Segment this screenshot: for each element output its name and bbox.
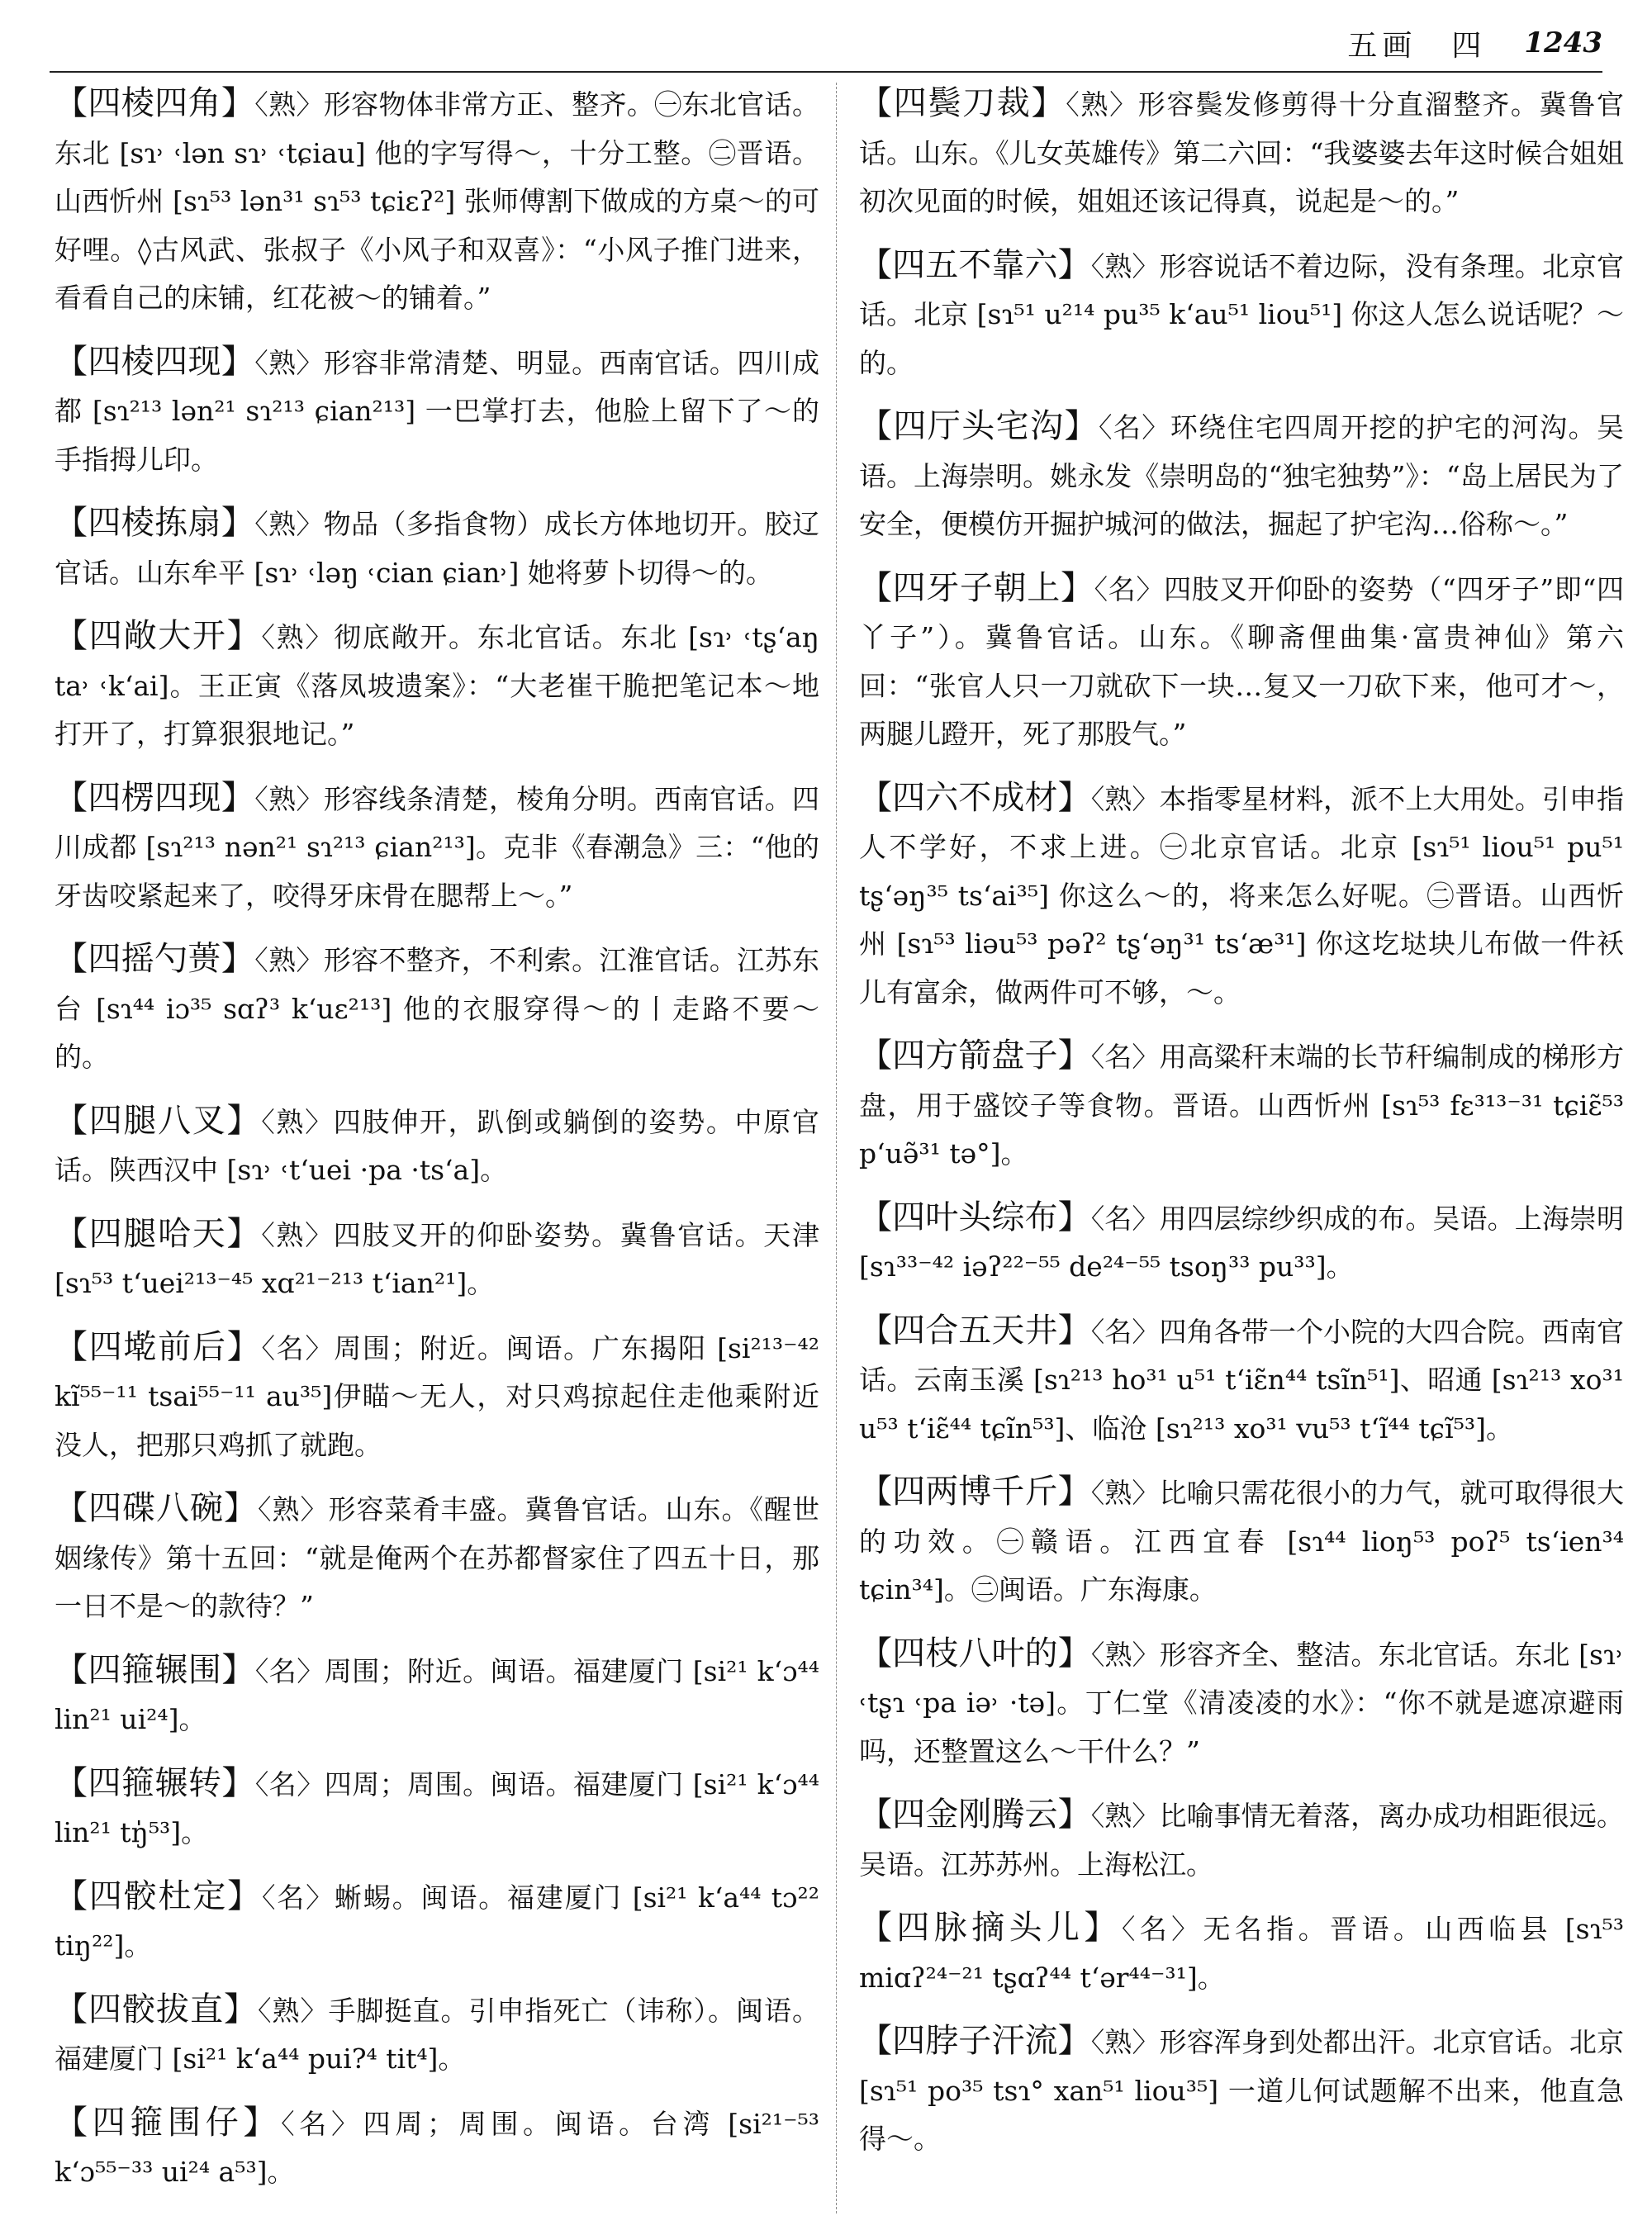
headword: 【四腿哈天】 xyxy=(55,1214,262,1253)
column-divider xyxy=(836,83,837,2213)
dictionary-entry xyxy=(55,1210,819,1308)
definition: 〈名〉四周；周围。闽语。台湾 [si²¹⁻⁵³ k‘ɔ⁵⁵⁻³³ ui²⁴ a⁵³]。 xyxy=(55,2107,819,2188)
dictionary-entry xyxy=(55,1097,819,1195)
dictionary-entry xyxy=(859,1032,1624,1179)
definition: 〈名〉用高粱秆末端的长节秆编制成的梯形方盘，用于盛饺子等食物。晋语。山西忻州 [sɿ⁵³ fɛ³¹³⁻³¹ tɕiɛ̃⁵³ p‘uə̃³¹ tə°]。 xyxy=(859,1041,1625,1170)
dictionary-entry xyxy=(859,1904,1624,2002)
dictionary-entry xyxy=(55,79,819,323)
headword: 【四棱拣扇】 xyxy=(55,504,255,542)
headword: 【四金刚腾云】 xyxy=(859,1796,1091,1834)
dictionary-entry xyxy=(859,1791,1624,1889)
dictionary-entry xyxy=(55,1323,819,1470)
definition: 〈熟〉四肢叉开的仰卧姿势。冀鲁官话。天津 [sɿ⁵³ t‘uei²¹³⁻⁴⁵ xɑ²¹⁻²¹³ t‘ian²¹]。 xyxy=(55,1218,820,1299)
definition: 〈熟〉形容说话不着边际，没有条理。北京官话。北京 [sɿ⁵¹ u²¹⁴ pu³⁵ k‘au⁵¹ liou⁵¹] 你这人怎么说话呢？～的。 xyxy=(859,249,1625,379)
dictionary-entry xyxy=(55,1986,819,2084)
page-header xyxy=(50,18,1602,68)
dictionary-entry xyxy=(859,402,1624,549)
dictionary-entry xyxy=(859,564,1624,759)
definition: 〈熟〉比喻事情无着落，离办成功相距很远。吴语。江苏苏州。上海松江。 xyxy=(859,1800,1625,1881)
definition: 〈名〉周围；附近。闽语。广东揭阳 [si²¹³⁻⁴² kĩ⁵⁵⁻¹¹ tsai⁵⁵⁻¹¹ au³⁵]伊瞄～无人，对只鸡掠起住走他乘附近没人，把那只鸡抓了就跑。 xyxy=(55,1331,820,1461)
dictionary-entry xyxy=(55,612,819,759)
headword: 【四墘前后】 xyxy=(55,1327,262,1366)
definition: 〈熟〉四肢伸开，趴倒或躺倒的姿势。中原官话。陕西汉中 [sɿ˒ ˓t‘uei ·pa ·ts‘a]。 xyxy=(55,1105,820,1186)
dictionary-entry xyxy=(859,1307,1624,1454)
headword: 【四脖子汗流】 xyxy=(859,2022,1091,2060)
headword: 【四五不靠六】 xyxy=(859,245,1091,284)
headword: 【四箍辗围】 xyxy=(55,1650,255,1689)
definition: 〈熟〉形容物体非常方正、整齐。㊀东北官话。东北 [sɿ˒ ˓lən sɿ˒ ˓tɕiau] 他的字写得～，十分工整。㊁晋语。山西忻州 [sɿ⁵³ lən³¹ sɿ⁵³ tɕiɛʔ²] 张师傅割下做成的方桌～的可好哩。◊古风武、张叔子《小风子和双喜》：“小风子推门进来，看看自己的床铺，红花被～的铺着。” xyxy=(55,88,820,314)
dictionary-entry xyxy=(859,1193,1624,1292)
headword: 【四合五天井】 xyxy=(859,1311,1091,1350)
dictionary-entry xyxy=(859,241,1624,388)
headword: 【四骹拔直】 xyxy=(55,1990,258,2028)
headword: 【四叶头综布】 xyxy=(859,1198,1091,1236)
dictionary-entry xyxy=(55,774,819,921)
dictionary-entry xyxy=(55,1759,819,1858)
definition: 〈熟〉彻底敞开。东北官话。东北 [sɿ˒ ˓tʂ‘aŋ ta˒ ˓k‘ai]。王正寅《落凤坡遗案》：“大老崔干脆把笔记本～地打开了，打算狠狠地记。” xyxy=(55,621,819,750)
dictionary-entry xyxy=(55,2099,819,2197)
headword: 【四鬓刀裁】 xyxy=(859,84,1066,122)
dictionary-entry xyxy=(55,1872,819,1971)
definition: 〈名〉环绕住宅四周开挖的护宅的河沟。吴语。上海崇明。姚永发《崇明岛的“独宅独势”》：“岛上居民为了安全，便模仿开掘护城河的做法，掘起了护宅沟…俗称～。” xyxy=(859,411,1625,540)
dictionary-entry xyxy=(859,1468,1624,1615)
definition: 〈熟〉物品（多指食物）成长方体地切开。胶辽官话。山东牟平 [sɿ˒ ˓ləŋ ˓cian ɕian˒] 她将萝卜切得～的。 xyxy=(55,508,820,589)
definition: 〈熟〉本指零星材料，派不上大用处。引申指人不学好，不求上进。㊀北京官话。北京 [sɿ⁵¹ liou⁵¹ pu⁵¹ tʂ‘əŋ³⁵ ts‘ai³⁵] 你这么～的，将来怎么好呢。㊁晋语。山西忻州 [sɿ⁵³ liəu⁵³ pəʔ² tʂ‘əŋ³¹ ts‘æ³¹] 你这圪垯块儿布做一件袄儿有富余，做两件可不够，～。 xyxy=(859,782,1625,1008)
definition: 〈熟〉形容非常清楚、明显。西南官话。四川成都 [sɿ²¹³ lən²¹ sɿ²¹³ ɕian²¹³] 一巴掌打去，他脸上留下了～的手指拇儿印。 xyxy=(55,346,820,476)
definition: 〈名〉四周；周围。闽语。福建厦门 [si²¹ k‘ɔ⁴⁴ lin²¹ tŋ̍⁵³]。 xyxy=(55,1767,820,1848)
headword: 【四箍围仔】 xyxy=(55,2103,282,2142)
definition: 〈熟〉形容齐全、整洁。东北官话。东北 [sɿ˒ ˓tʂɿ ˓pa iə˒ ·tə]。丁仁堂《清凌凌的水》：“你不就是遮凉避雨吗，还整置这么～干什么？” xyxy=(859,1638,1624,1767)
headword: 【四棱四现】 xyxy=(55,342,255,381)
headword: 【四枝八叶的】 xyxy=(859,1634,1091,1672)
dictionary-entry xyxy=(55,499,819,597)
definition: 〈熟〉形容线条清楚，棱角分明。西南官话。四川成都 [sɿ²¹³ nən²¹ sɿ²¹³ ɕian²¹³]。克非《春潮急》三：“他的牙齿咬紧起来了，咬得牙床骨在腮帮上～。” xyxy=(55,782,820,912)
headword: 【四六不成材】 xyxy=(859,778,1091,817)
headword: 【四碟八碗】 xyxy=(55,1489,258,1527)
definition: 〈名〉用四层综纱织成的布。吴语。上海崇明 [sɿ³³⁻⁴² iəʔ²²⁻⁵⁵ de²⁴⁻⁵⁵ tsoŋ³³ pu³³]。 xyxy=(859,1202,1625,1283)
headword: 【四棱四角】 xyxy=(55,84,255,122)
definition: 〈熟〉形容菜肴丰盛。冀鲁官话。山东。《醒世姻缘传》第十五回：“就是俺两个在苏都督家住了四五十日，那一日不是～的款待？” xyxy=(55,1493,819,1622)
section-title: 五画 四 xyxy=(1347,28,1487,63)
left-column xyxy=(55,79,819,2212)
definition: 〈名〉四肢叉开仰卧的姿势（“四牙子”即“四丫子”）。冀鲁官话。山东。《聊斋俚曲集·富贵神仙》第六回：“张官人只一刀就砍下一块…复又一刀砍下来，他可才～，两腿儿蹬开，死了那股气。” xyxy=(859,572,1624,750)
definition: 〈名〉无名指。晋语。山西临县 [sɿ⁵³ miɑʔ²⁴⁻²¹ tʂɑʔ⁴⁴ t‘ər⁴⁴⁻³¹]。 xyxy=(859,1913,1625,1994)
headword: 【四厅头宅沟】 xyxy=(859,407,1099,445)
headword: 【四方箭盘子】 xyxy=(859,1037,1091,1075)
dictionary-entry xyxy=(55,1646,819,1744)
dictionary-entry xyxy=(859,1630,1624,1777)
headword: 【四腿八叉】 xyxy=(55,1101,262,1140)
headword: 【四两博千斤】 xyxy=(859,1473,1091,1511)
page-number: 1243 xyxy=(1524,26,1602,59)
definition: 〈熟〉手脚挺直。引申指死亡（讳称）。闽语。福建厦门 [si²¹ k‘a⁴⁴ pui?⁴ tit⁴]。 xyxy=(55,1994,819,2075)
definition: 〈名〉四角各带一个小院的大四合院。西南官话。云南玉溪 [sɿ²¹³ ho³¹ u⁵¹ t‘iɛ̃n⁴⁴ tsĩn⁵¹]、昭通 [sɿ²¹³ xo³¹ u⁵³ t‘iɛ̃⁴⁴ tɕĩn⁵³]、临沧 [sɿ²¹³ xo³¹ vu⁵³ t‘ĩ⁴⁴ tɕĩ⁵³]。 xyxy=(859,1315,1625,1445)
definition: 〈熟〉形容浑身到处都出汗。北京官话。北京 [sɿ⁵¹ po³⁵ tsɿ° xan⁵¹ liou³⁵] 一道儿何试题解不出来，他直急得～。 xyxy=(859,2026,1625,2155)
dictionary-entry xyxy=(859,2017,1624,2164)
headword: 【四摇勺蒉】 xyxy=(55,940,255,978)
headword: 【四敞大开】 xyxy=(55,617,262,655)
dictionary-entry xyxy=(859,774,1624,1018)
headword: 【四脉摘头儿】 xyxy=(859,1909,1122,1947)
dictionary-entry xyxy=(55,935,819,1082)
definition: 〈熟〉比喻只需花很小的力气，就可取得很大的功效。㊀赣语。江西宜春 [sɿ⁴⁴ lioŋ⁵³ poʔ⁵ ts‘ien³⁴ tɕin³⁴]。㊁闽语。广东海康。 xyxy=(859,1477,1625,1606)
definition: 〈名〉蜥蜴。闽语。福建厦门 [si²¹ k‘a⁴⁴ tɔ²² tiŋ²²]。 xyxy=(55,1881,819,1962)
headword: 【四箍辗转】 xyxy=(55,1763,255,1802)
right-column xyxy=(859,79,1624,2179)
dictionary-entry xyxy=(859,79,1624,226)
definition: 〈熟〉形容鬓发修剪得十分直溜整齐。冀鲁官话。山东。《儿女英雄传》第二六回：“我婆婆去年这时候合姐姐初次见面的时候，姐姐还该记得真，说起是～的。” xyxy=(859,88,1625,217)
dictionary-entry xyxy=(55,1484,819,1631)
headword: 【四牙子朝上】 xyxy=(859,568,1094,607)
definition: 〈名〉周围；附近。闽语。福建厦门 [si²¹ k‘ɔ⁴⁴ lin²¹ ui²⁴]。 xyxy=(55,1654,820,1735)
definition: 〈熟〉形容不整齐，不利索。江淮官话。江苏东台 [sɿ⁴⁴ iɔ³⁵ sɑʔ³ k‘uɛ²¹³] 他的衣服穿得～的丨走路不要～的。 xyxy=(55,944,820,1073)
headword: 【四骹杜定】 xyxy=(55,1877,263,1915)
header-rule xyxy=(50,71,1602,73)
dictionary-entry xyxy=(55,338,819,485)
headword: 【四楞四现】 xyxy=(55,778,255,817)
